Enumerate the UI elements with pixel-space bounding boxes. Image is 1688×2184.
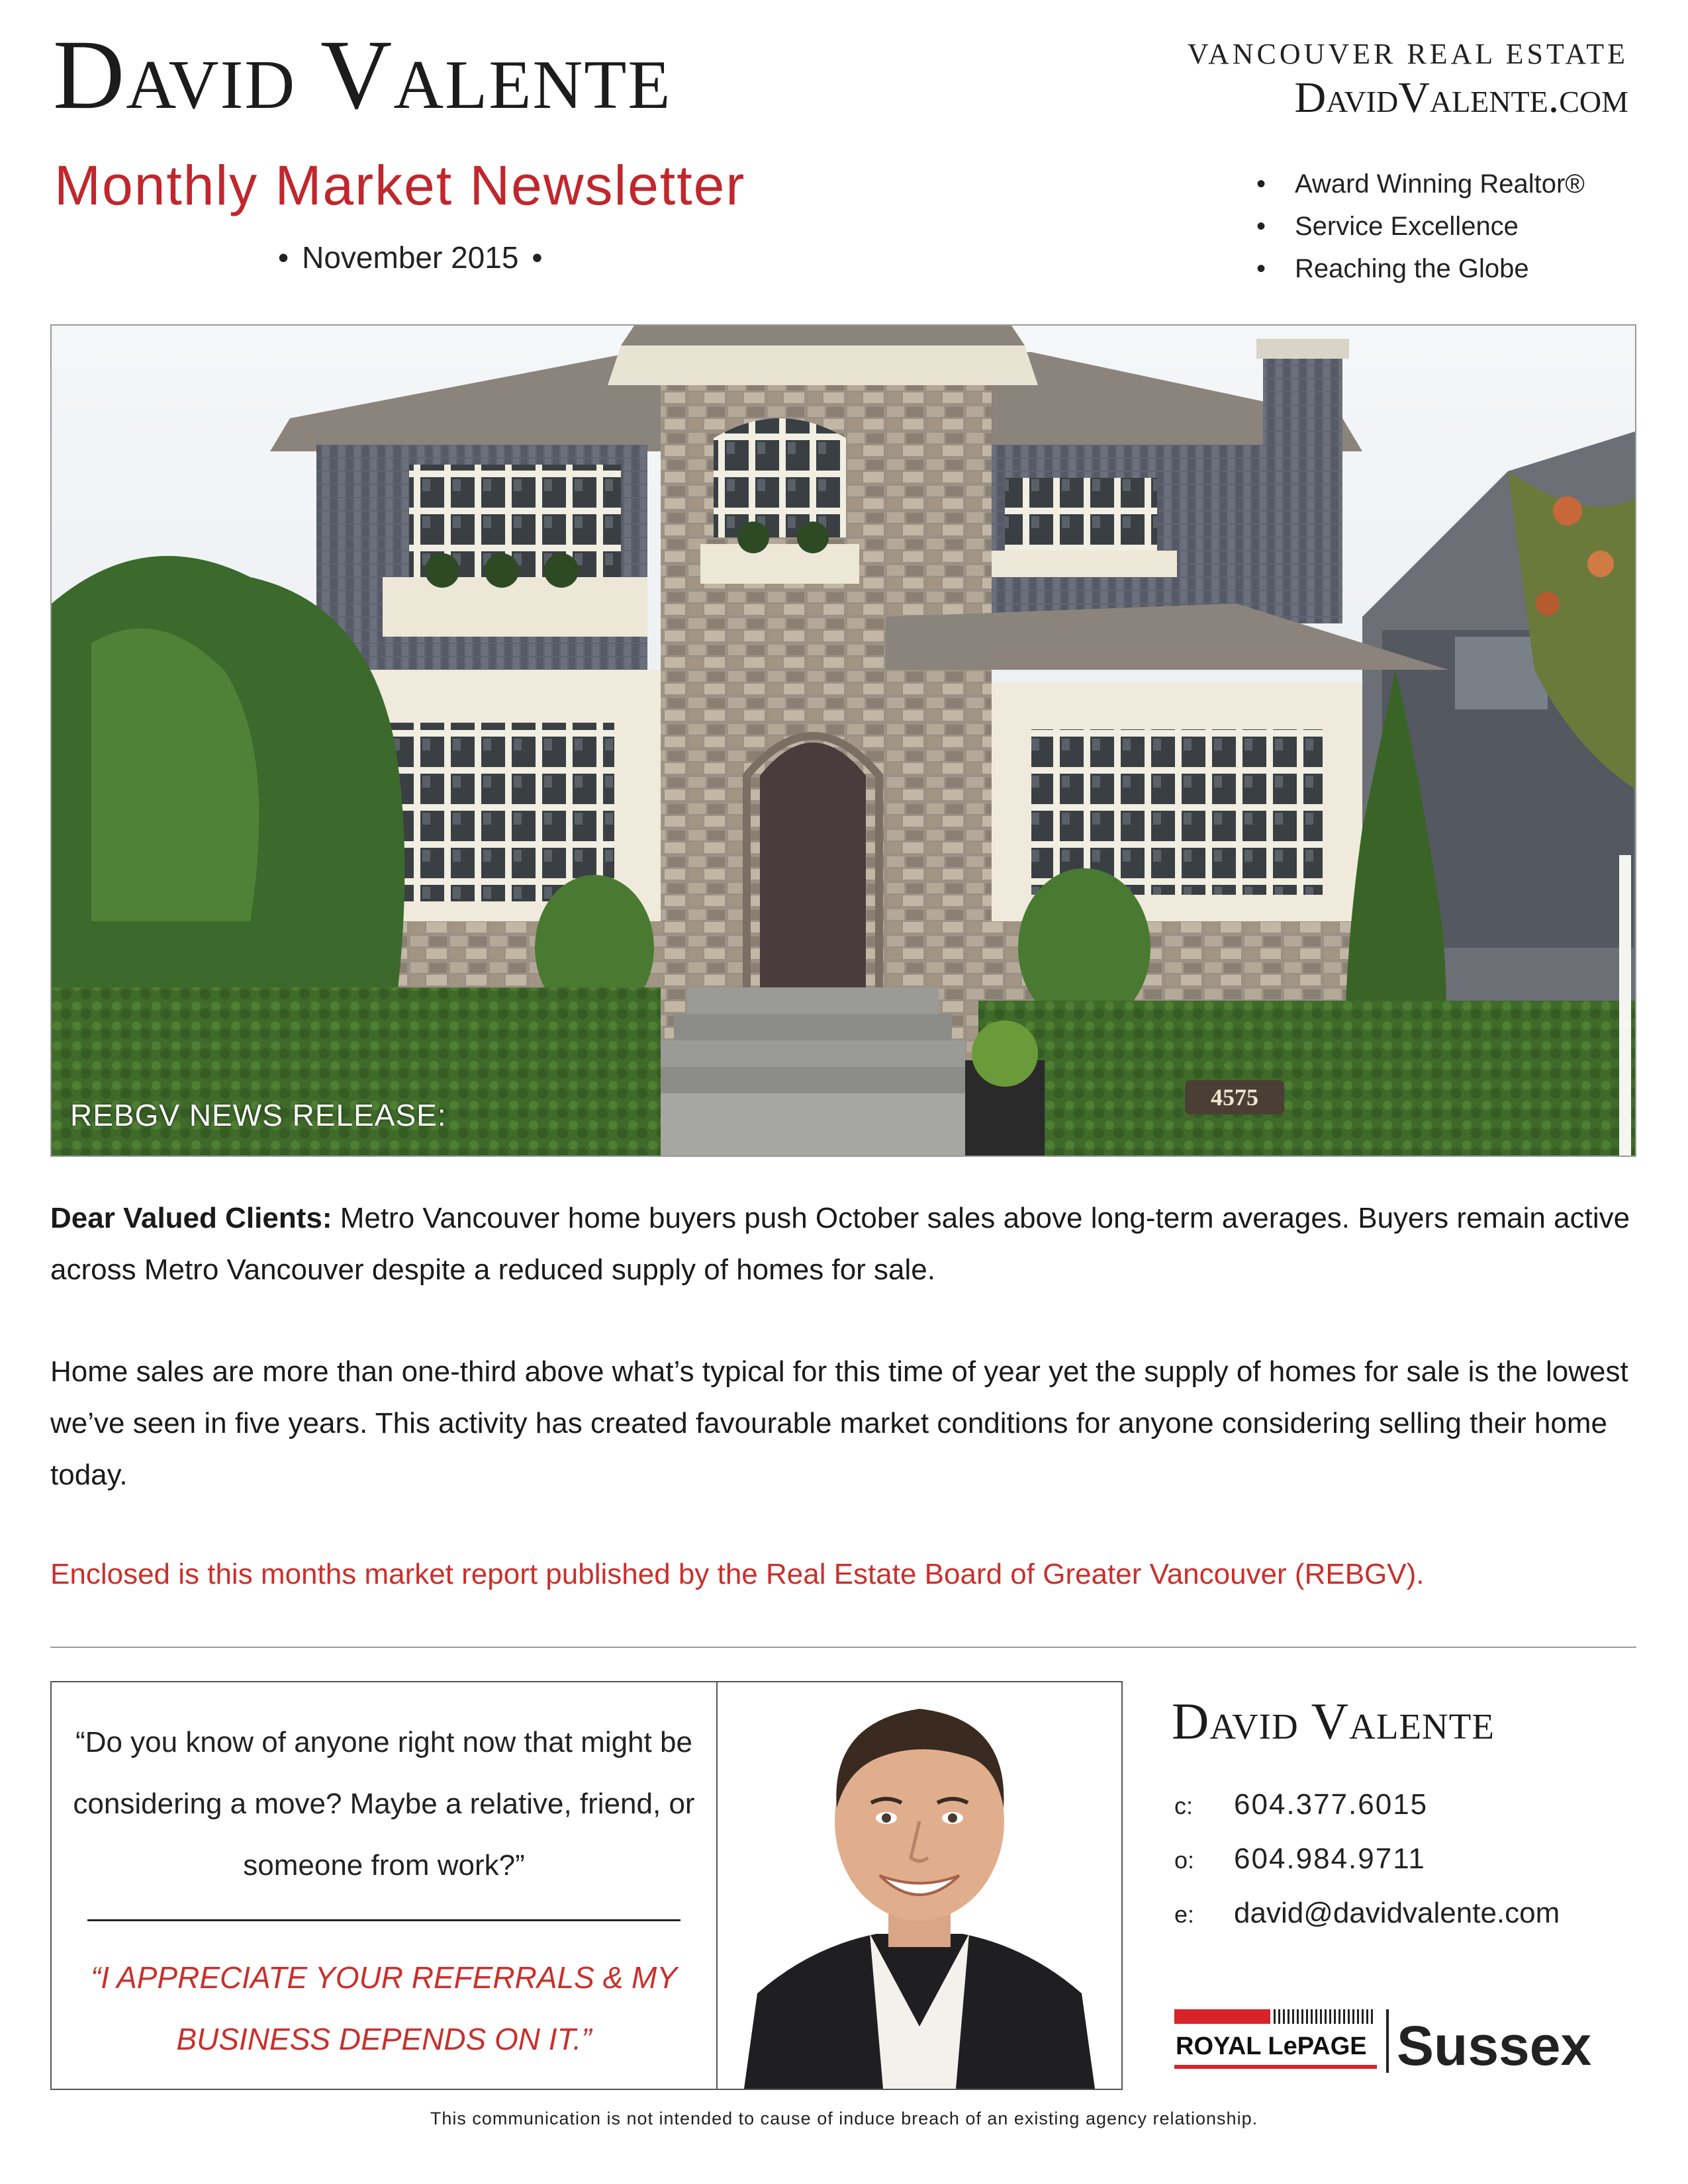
salutation: Dear Valued Clients: [50, 1202, 332, 1234]
intro-text: Metro Vancouver home buyers push October sales above long-term averages. Buyers remain active across Metro Vancouver despite a reduced supply of homes for sale. [50, 1202, 1630, 1286]
house-illustration [52, 326, 1635, 1156]
agent-portrait [718, 1682, 1121, 2089]
website: DavidValente.com [1294, 73, 1628, 122]
disclaimer: This communication is not intended to cause of induce breach of an existing agency relationship. [430, 2109, 1258, 2128]
divider [50, 1647, 1636, 1648]
intro-paragraph [50, 1193, 1639, 1296]
logo-brokerage-text: ROYAL LePAGE [1176, 2032, 1367, 2060]
logo-barcode [1274, 2009, 1373, 2024]
bullet-icon: • [532, 240, 543, 275]
house-number: 4575 [1211, 1084, 1258, 1111]
enclosed-note: Enclosed is this months market report published by the Real Estate Board of Greater Vancouver (REBGV). [50, 1558, 1425, 1590]
referral-text-panel [52, 1682, 718, 2089]
contact-name: David Valente [1172, 1692, 1495, 1750]
referral-appreciation: “I APPRECIATE YOUR REFERRALS & MY BUSINESS DEPENDS ON IT.” [90, 1960, 678, 2056]
issue-date [265, 240, 556, 275]
region-label: VANCOUVER REAL ESTATE [1187, 38, 1628, 70]
highlight-item: • Service Excellence [1244, 205, 1585, 248]
photo-caption: REBGV NEWS RELEASE: [70, 1098, 447, 1132]
issue-date-text: November 2015 [302, 240, 519, 275]
logo-office-text: Sussex [1397, 2015, 1592, 2077]
highlight-item: • Reaching the Globe [1244, 248, 1585, 290]
office-label: o: [1174, 1846, 1195, 1874]
highlight-item: • Award Winning Realtor® [1244, 163, 1585, 205]
quote-divider [87, 1919, 680, 1921]
email-link[interactable]: david@davidvalente.com [1234, 1897, 1560, 1929]
bullet-icon: • [278, 240, 289, 275]
referral-quote: “Do you know of anyone right now that might be considering a move? Maybe a relative, friend, or someone from work?” [73, 1726, 695, 1882]
logo-red-bar [1174, 2009, 1270, 2024]
email-label: e: [1174, 1901, 1195, 1928]
logo-separator [1386, 2009, 1389, 2073]
cell-label: c: [1174, 1792, 1194, 1819]
office-phone[interactable]: 604.984.9711 [1234, 1843, 1426, 1875]
referral-box [50, 1681, 1123, 2090]
house-photo [50, 324, 1636, 1157]
newsletter-title: Monthly Market Newsletter [54, 154, 746, 216]
body-paragraph: Home sales are more than one-third above what’s typical for this time of year yet the supply of homes for sale is the lowest we’ve seen in five years. This activity has created favourable market conditions for anyone considering selling their home today. [50, 1355, 1628, 1491]
cell-phone[interactable]: 604.377.6015 [1234, 1788, 1429, 1821]
brokerage-logo [1174, 2005, 1598, 2077]
contact-email-row [1174, 1897, 1560, 1930]
contact-office-row [1174, 1843, 1426, 1876]
contact-cell-row [1174, 1788, 1428, 1821]
agent-photo [718, 1682, 1121, 2089]
brand-name: David Valente [53, 20, 672, 130]
highlights-list [1244, 163, 1585, 290]
logo-underline [1174, 2065, 1377, 2069]
